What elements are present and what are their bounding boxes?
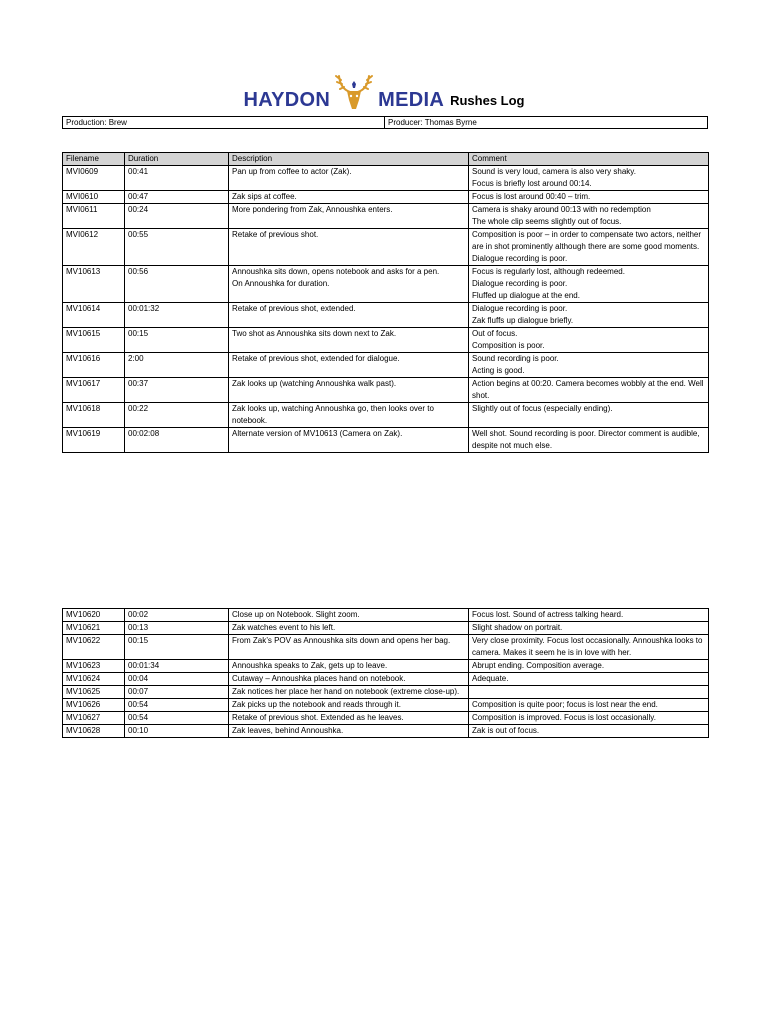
cell-duration: 00:54 [125,712,229,725]
rushes-log-table-continued [62,608,709,738]
cell-duration: 00:07 [125,686,229,699]
cell-comment: Focus lost. Sound of actress talking heard. [469,609,709,622]
cell-comment: Sound recording is poor. Acting is good. [469,353,709,378]
cell-duration: 00:56 [125,266,229,303]
cell-filename: MV10614 [63,303,125,328]
cell-filename: MVI0612 [63,229,125,266]
column-header-comment: Comment [469,153,709,166]
cell-comment: Very close proximity. Focus lost occasionally. Annoushka looks to camera. Makes it seem he is in love with her. [469,635,709,660]
table-row [63,303,709,328]
cell-duration: 00:10 [125,725,229,738]
cell-duration: 00:54 [125,699,229,712]
cell-filename: MV10622 [63,635,125,660]
cell-duration: 00:02:08 [125,428,229,453]
cell-filename: MV10626 [63,699,125,712]
column-header-filename: Filename [63,153,125,166]
table-row [63,725,709,738]
cell-comment: Well shot. Sound recording is poor. Director comment is audible, despite not much else. [469,428,709,453]
cell-duration: 00:13 [125,622,229,635]
cell-comment: Composition is quite poor; focus is lost near the end. [469,699,709,712]
cell-comment: Dialogue recording is poor. Zak fluffs up dialogue briefly. [469,303,709,328]
cell-filename: MV10618 [63,403,125,428]
table-header-row [63,153,709,166]
cell-comment: Camera is shaky around 00:13 with no redemption The whole clip seems slightly out of focus. [469,204,709,229]
table-row [63,635,709,660]
table-row [63,353,709,378]
table-row [63,229,709,266]
cell-description: Retake of previous shot, extended. [229,303,469,328]
cell-comment: Slightly out of focus (especially ending). [469,403,709,428]
column-header-duration: Duration [125,153,229,166]
table-row [63,328,709,353]
cell-comment: Sound is very loud, camera is also very shaky. Focus is briefly lost around 00:14. [469,166,709,191]
cell-description: Zak looks up (watching Annoushka walk past). [229,378,469,403]
cell-duration: 00:02 [125,609,229,622]
cell-description: Alternate version of MV10613 (Camera on Zak). [229,428,469,453]
cell-comment: Adequate. [469,673,709,686]
cell-description: More pondering from Zak, Annoushka enters. [229,204,469,229]
document-subtitle: Rushes Log [450,93,525,108]
cell-description: Zak looks up, watching Annoushka go, then looks over to notebook. [229,403,469,428]
cell-filename: MV10616 [63,353,125,378]
cell-duration: 00:47 [125,191,229,204]
cell-description: Pan up from coffee to actor (Zak). [229,166,469,191]
cell-duration: 00:15 [125,635,229,660]
producer-field: Producer: Thomas Byrne [388,118,477,127]
cell-filename: MV10624 [63,673,125,686]
rushes-log-table [62,152,709,453]
cell-comment: Out of focus. Composition is poor. [469,328,709,353]
cell-description: Retake of previous shot, extended for dialogue. [229,353,469,378]
cell-description: Zak leaves, behind Annoushka. [229,725,469,738]
cell-filename: MV10623 [63,660,125,673]
cell-filename: MV10628 [63,725,125,738]
cell-comment: Abrupt ending. Composition average. [469,660,709,673]
cell-comment: Focus is regularly lost, although redeemed. Dialogue recording is poor. Fluffed up dialogue at the end. [469,266,709,303]
production-field: Production: Brew [63,117,385,128]
cell-filename: MV10627 [63,712,125,725]
cell-comment: Composition is improved. Focus is lost occasionally. [469,712,709,725]
table-row [63,428,709,453]
cell-comment: Focus is lost around 00:40 – trim. [469,191,709,204]
cell-description: Annoushka speaks to Zak, gets up to leave. [229,660,469,673]
cell-filename: MV10619 [63,428,125,453]
brand-name-right: MEDIA [378,89,445,111]
table-row [63,660,709,673]
cell-comment: Zak is out of focus. [469,725,709,738]
cell-comment: Action begins at 00:20. Camera becomes wobbly at the end. Well shot. [469,378,709,403]
cell-duration: 00:41 [125,166,229,191]
table-row [63,686,709,699]
cell-description: Zak sips at coffee. [229,191,469,204]
cell-duration: 00:01:32 [125,303,229,328]
cell-filename: MVI0609 [63,166,125,191]
table-row [63,191,709,204]
cell-description: Retake of previous shot. [229,229,469,266]
cell-filename: MV10625 [63,686,125,699]
cell-description: Cutaway – Annoushka places hand on notebook. [229,673,469,686]
table-row [63,403,709,428]
cell-description: Annoushka sits down, opens notebook and asks for a pen. On Annoushka for duration. [229,266,469,303]
cell-comment: Composition is poor – in order to compensate two actors, neither are in shot prominently although there are some good moments. Dialogue recording is poor. [469,229,709,266]
table-row [63,378,709,403]
table-row [63,712,709,725]
cell-filename: MV10613 [63,266,125,303]
cell-description: Two shot as Annoushka sits down next to Zak. [229,328,469,353]
table-row [63,699,709,712]
cell-duration: 00:37 [125,378,229,403]
cell-duration: 2:00 [125,353,229,378]
brand-name-left: HAYDON [243,89,331,111]
cell-description: Retake of previous shot. Extended as he leaves. [229,712,469,725]
cell-description: Zak picks up the notebook and reads through it. [229,699,469,712]
table-row [63,622,709,635]
cell-comment [469,686,709,699]
cell-duration: 00:04 [125,673,229,686]
cell-filename: MV10617 [63,378,125,403]
cell-filename: MVI0611 [63,204,125,229]
table-row [63,204,709,229]
cell-duration: 00:01:34 [125,660,229,673]
cell-description: Zak watches event to his left. [229,622,469,635]
cell-duration: 00:55 [125,229,229,266]
cell-comment: Slight shadow on portrait. [469,622,709,635]
table-row [63,609,709,622]
cell-filename: MV10621 [63,622,125,635]
cell-duration: 00:22 [125,403,229,428]
cell-filename: MV10620 [63,609,125,622]
cell-filename: MV10615 [63,328,125,353]
stag-head-logo-icon [334,70,374,112]
production-info-bar [62,116,708,129]
cell-description: Close up on Notebook. Slight zoom. [229,609,469,622]
column-header-description: Description [229,153,469,166]
cell-description: From Zak’s POV as Annoushka sits down and opens her bag. [229,635,469,660]
page-header [0,62,768,112]
cell-description: Zak notices her place her hand on notebook (extreme close-up). [229,686,469,699]
table-row [63,166,709,191]
table-row [63,266,709,303]
cell-duration: 00:24 [125,204,229,229]
cell-duration: 00:15 [125,328,229,353]
table-row [63,673,709,686]
cell-filename: MVI0610 [63,191,125,204]
